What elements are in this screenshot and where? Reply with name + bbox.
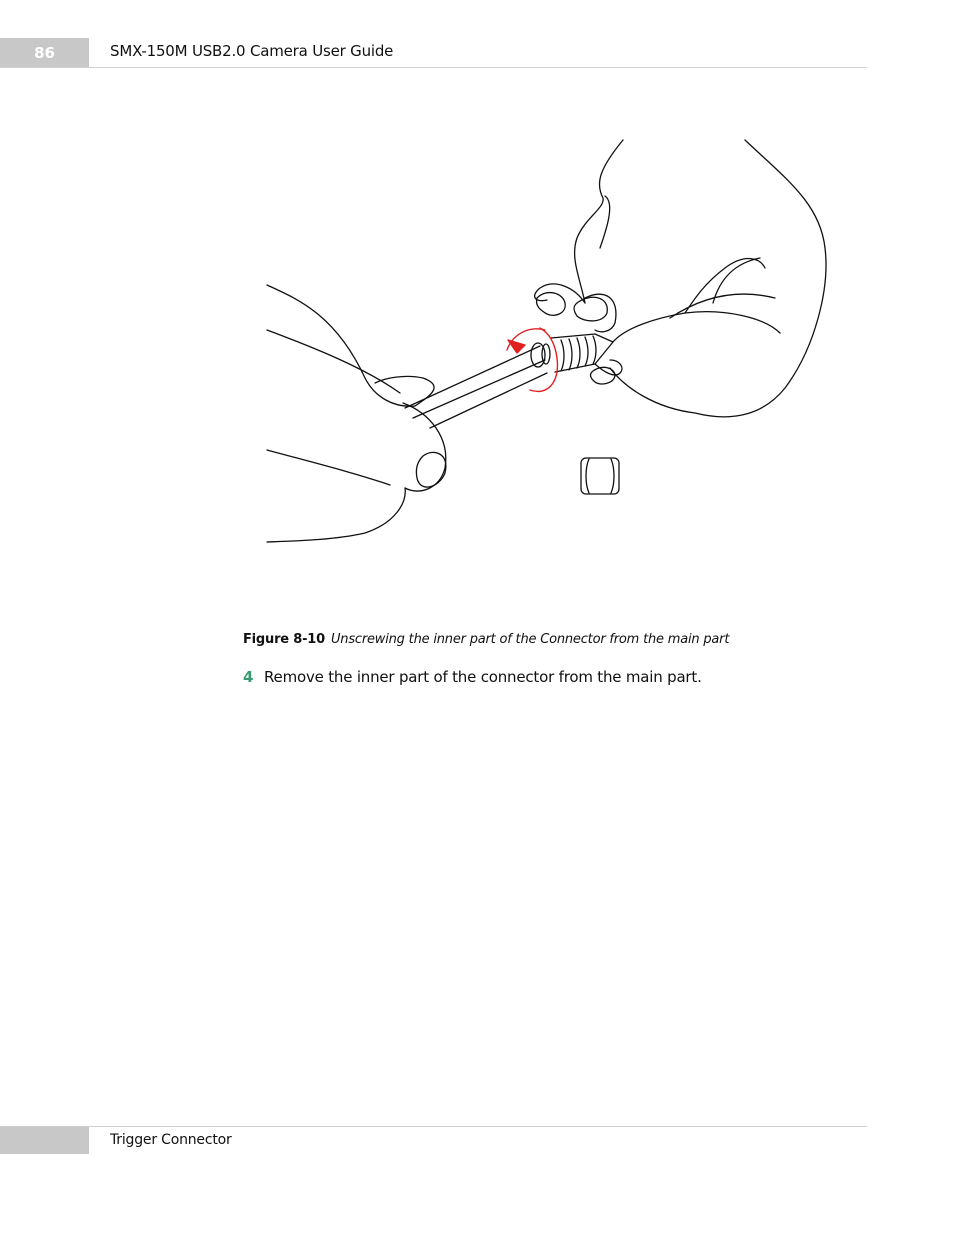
inner-part-drawing [581, 458, 619, 494]
figure-caption [243, 632, 729, 647]
right-hand-drawing [535, 140, 826, 417]
page-footer [0, 1126, 867, 1154]
left-hand-drawing [267, 285, 446, 542]
step-item [243, 668, 702, 686]
figure-label: Figure 8-10 [243, 632, 325, 647]
tool-shaft-drawing [405, 343, 550, 428]
document-title: SMX-150M USB2.0 Camera User Guide [110, 42, 394, 60]
figure-illustration [255, 128, 855, 568]
step-number: 4 [243, 668, 254, 686]
connector-drawing [551, 334, 613, 372]
page-number: 86 [0, 38, 89, 67]
figure-caption-text: Unscrewing the inner part of the Connector from the main part [330, 632, 730, 647]
footer-section-title: Trigger Connector [110, 1132, 232, 1148]
page-header [0, 38, 867, 68]
footer-tab [0, 1127, 89, 1154]
step-text: Remove the inner part of the connector from the main part. [264, 668, 702, 686]
